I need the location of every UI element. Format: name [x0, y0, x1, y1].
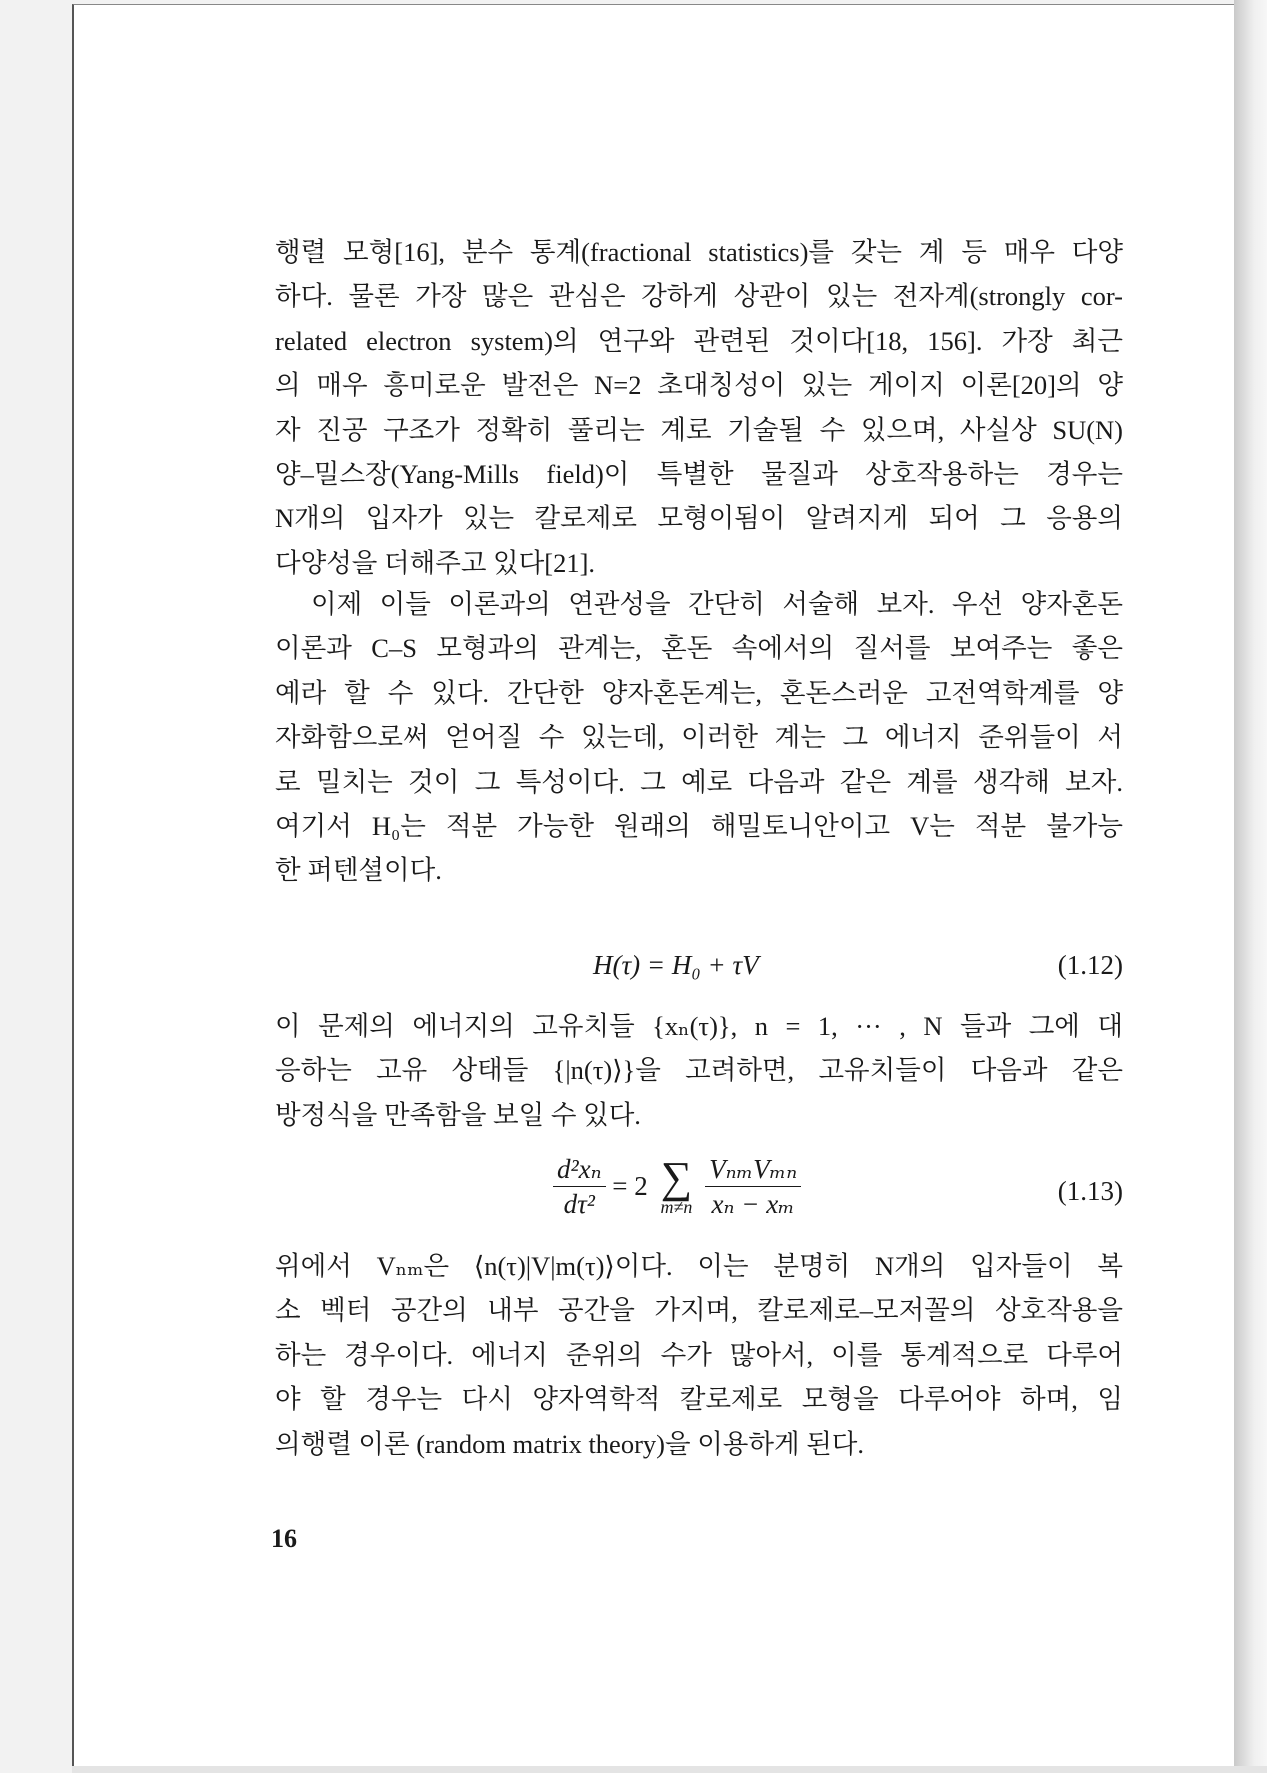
text-line: N개의 입자가 있는 칼로제로 모형이됨이 알려지게 되어 그 응용의	[275, 503, 1123, 534]
text-line: 다양성을 더해주고 있다[21].	[275, 547, 596, 578]
equation-1-12	[275, 950, 1123, 990]
text-line: 하는 경우이다. 에너지 준위의 수가 많아서, 이를 통계적으로 다루어	[275, 1339, 1123, 1370]
lhs-fraction	[553, 1152, 606, 1221]
rhs-numerator: VₙₘVₘₙ	[705, 1152, 801, 1187]
text-line: 로 밀치는 것이 그 특성이다. 그 예로 다음과 같은 계를 생각해 보자.	[275, 766, 1123, 797]
lhs-numerator: d²xₙ	[553, 1152, 606, 1187]
summation	[660, 1152, 693, 1217]
equation-number: (1.12)	[1057, 950, 1123, 980]
text-line: 방정식을 만족함을 보일 수 있다.	[275, 1099, 641, 1130]
rhs-fraction	[705, 1152, 801, 1221]
paragraph-3	[275, 1004, 1123, 1137]
text-line: 의 매우 흥미로운 발전은 N=2 초대칭성이 있는 게이지 이론[20]의 양	[275, 370, 1123, 401]
text-line: 응하는 고유 상태들 {|n(τ)⟩}을 고려하면, 고유치들이 다음과 같은	[275, 1055, 1123, 1086]
text-line: 자화함으로써 얻어질 수 있는데, 이러한 계는 그 에너지 준위들이 서	[275, 722, 1123, 753]
text-line: 의행렬 이론 (random matrix theory)을 이용하게 된다.	[275, 1428, 865, 1459]
text-line: 양–밀스장(Yang-Mills field)이 특별한 물질과 상호작용하는 경우는	[275, 458, 1123, 489]
text-line: 이론과 C–S 모형과의 관계는, 혼돈 속에서의 질서를 보여주는 좋은	[275, 633, 1123, 664]
sum-symbol: ∑	[660, 1152, 693, 1202]
sum-subscript: m≠n	[660, 1196, 693, 1217]
equation-expression: H(τ) = H₀ + τV	[593, 950, 759, 980]
equals-two: = 2	[612, 1171, 648, 1201]
page-edge-shadow	[1234, 0, 1267, 1773]
text-line: 이제 이들 이론과의 연관성을 간단히 서술해 보자. 우선 양자혼돈	[311, 589, 1123, 619]
rhs-denominator: xₙ − xₘ	[711, 1189, 795, 1219]
paragraph-4	[275, 1244, 1123, 1466]
equation-expression	[553, 1152, 801, 1221]
text-line: 이 문제의 에너지의 고유치들 {xₙ(τ)}, n = 1, ··· , N 들과 그에 대	[275, 1011, 1123, 1041]
text-line: 자 진공 구조가 정확히 풀리는 계로 기술될 수 있으며, 사실상 SU(N)	[275, 414, 1123, 445]
equation-number: (1.13)	[1057, 1176, 1123, 1206]
paragraph-1	[275, 230, 1123, 585]
paragraph-2	[275, 582, 1123, 893]
text-line: 소 벡터 공간의 내부 공간을 가지며, 칼로제로–모저꼴의 상호작용을	[275, 1295, 1123, 1326]
text-line: 위에서 Vₙₘ은 ⟨n(τ)|V|m(τ)⟩이다. 이는 분명히 N개의 입자들이 복	[275, 1251, 1123, 1281]
equation-1-13	[275, 1152, 1123, 1236]
lhs-denominator: dτ²	[563, 1189, 595, 1219]
text-line: 하다. 물론 가장 많은 관심은 강하게 상관이 있는 전자계(strongly cor-	[275, 281, 1123, 312]
text-line: related electron system)의 연구와 관련된 것이다[18, 156]. 가장 최근	[275, 325, 1123, 356]
page-bottom-edge	[72, 1766, 1267, 1773]
text-line: 야 할 경우는 다시 양자역학적 칼로제로 모형을 다루어야 하며, 임	[275, 1384, 1123, 1415]
page-number: 16	[271, 1524, 297, 1553]
text-line: 행렬 모형[16], 분수 통계(fractional statistics)를 갖는 계 등 매우 다양	[275, 237, 1123, 267]
text-line: 예라 할 수 있다. 간단한 양자혼돈계는, 혼돈스러운 고전역학계를 양	[275, 677, 1123, 708]
text-line: 여기서 H₀는 적분 가능한 원래의 해밀토니안이고 V는 적분 불가능	[275, 810, 1123, 841]
text-line: 한 퍼텐셜이다.	[275, 855, 442, 886]
